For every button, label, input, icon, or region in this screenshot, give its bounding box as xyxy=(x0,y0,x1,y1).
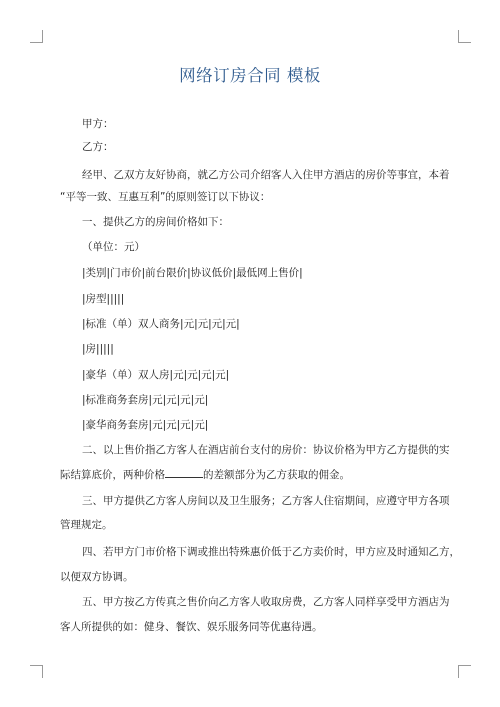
table-row: |类别|门市价|前台限价|协议低价|最低网上售价| xyxy=(82,267,303,279)
clause-5-line-1: 五、甲方按乙方传真之售价向乙方客人收取房费，乙方客人同样享受甲方酒店为 xyxy=(82,596,450,608)
table-row: |标准商务套房|元|元|元|元| xyxy=(82,394,209,406)
crop-mark-bottom-left xyxy=(30,665,43,678)
clause-4-line-2: 以便双方协调。 xyxy=(60,571,134,583)
clause-3-line-2: 管理规定。 xyxy=(60,519,113,531)
clause-5-line-2: 客人所提供的如：健身、餐饮、娱乐服务同等优惠待遇。 xyxy=(60,621,323,633)
clause-2-text-a: 际结算底价，两种价格 xyxy=(60,469,165,481)
clause-2-text-b: 的差额部分为乙方获取的佣金。 xyxy=(203,469,350,481)
table-row: |房||||| xyxy=(82,343,114,355)
clause-2-line-2 xyxy=(60,467,350,482)
crop-mark-top-right xyxy=(458,30,471,43)
document-title: 网络订房合同 模板 xyxy=(179,66,321,85)
intro-line-2: “平等一致、互惠互利”的原则签订以下协议： xyxy=(60,191,271,203)
table-row: |豪华（单）双人房|元|元|元|元| xyxy=(82,369,230,381)
crop-mark-bottom-right xyxy=(458,665,471,678)
party-b-line: 乙方： xyxy=(82,141,114,153)
clause-1-heading: 一、提供乙方的房间价格如下： xyxy=(82,216,229,228)
party-a-line: 甲方： xyxy=(82,118,114,130)
intro-line-1: 经甲、乙双方友好协商，就乙方公司介绍客人入住甲方酒店的房价等事宜，本着 xyxy=(82,169,450,181)
clause-2-line-1: 二、以上售价指乙方客人在酒店前台支付的房价：协议价格为甲方乙方提供的实 xyxy=(82,444,450,456)
crop-mark-top-left xyxy=(30,30,43,43)
clause-3-line-1: 三、甲方提供乙方客人房间以及卫生服务；乙方客人住宿期间，应遵守甲方各项 xyxy=(82,495,450,507)
clause-4-line-1: 四、若甲方门市价格下调或推出特殊惠价低于乙方卖价时，甲方应及时通知乙方， xyxy=(82,546,460,558)
table-row: |房型||||| xyxy=(82,293,125,305)
price-blank xyxy=(165,467,203,478)
unit-label: （单位：元） xyxy=(82,241,145,253)
table-row: |标准（单）双人商务|元|元|元|元| xyxy=(82,318,240,330)
table-row: |豪华商务套房|元|元|元|元| xyxy=(82,419,209,431)
